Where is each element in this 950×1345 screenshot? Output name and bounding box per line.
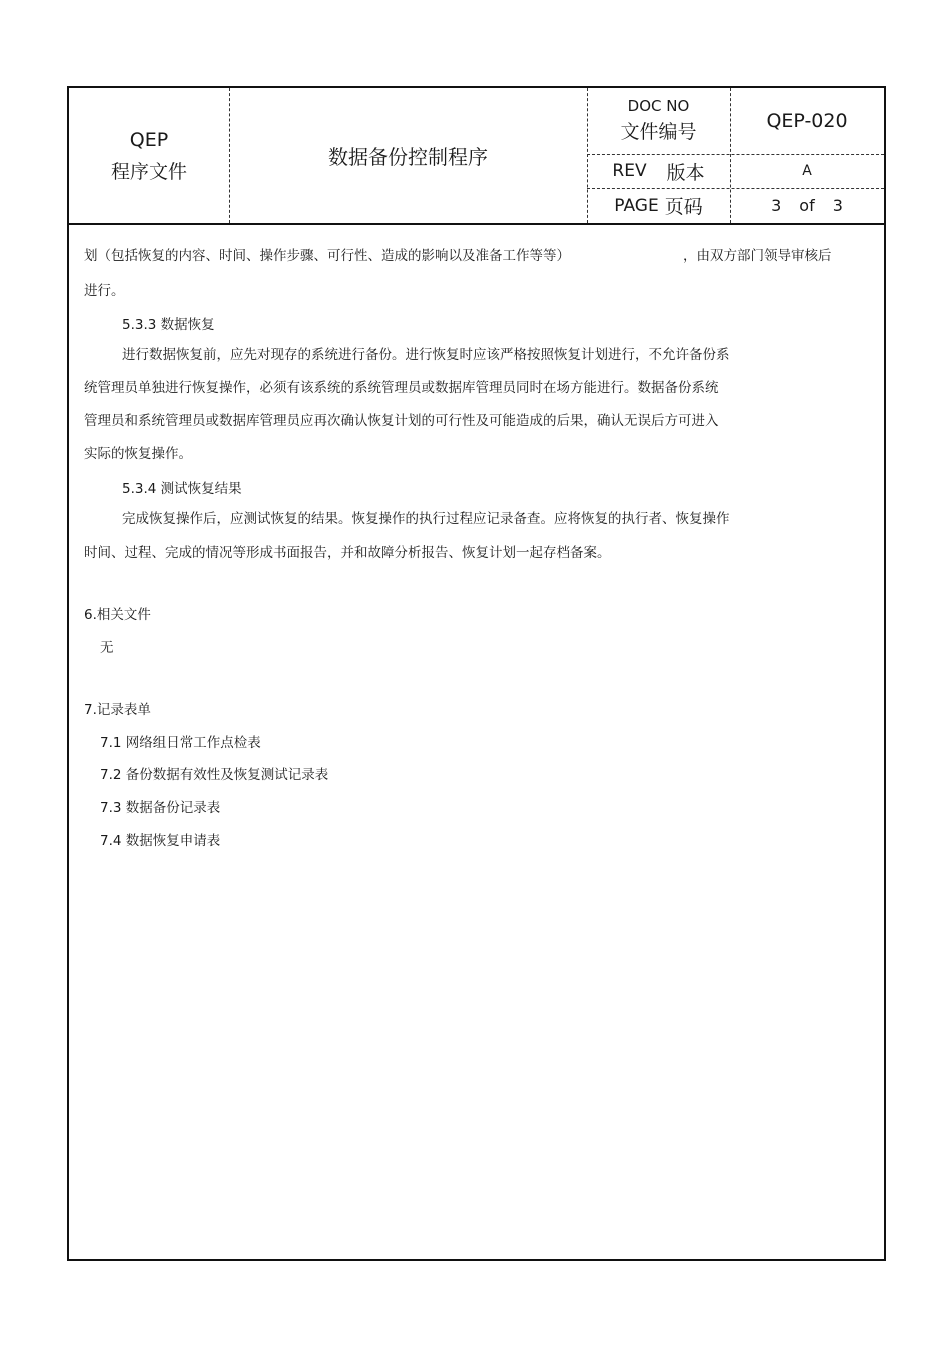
doc-no-label-en: DOC NO <box>627 97 690 115</box>
list-item: 7.2 备份数据有效性及恢复测试记录表 <box>100 767 329 783</box>
rev-value: A <box>802 163 812 179</box>
section-heading: 6.相关文件 <box>84 607 151 623</box>
paragraph-line: 进行。 <box>84 283 125 299</box>
doc-no-value: QEP-020 <box>766 110 848 132</box>
rev-label-cn: 版本 <box>666 161 705 184</box>
doc-no-label <box>587 88 730 154</box>
page-of: of <box>799 196 815 215</box>
page-label-cn: 页码 <box>664 196 703 218</box>
rev-label-en: REV <box>612 161 647 181</box>
document-header <box>69 88 884 225</box>
header-org-cell <box>69 88 229 223</box>
document-title: 数据备份控制程序 <box>328 145 488 169</box>
paragraph-line: 时间、过程、完成的情况等形成书面报告，并和故障分析报告、恢复计划一起存档备案。 <box>84 545 611 561</box>
section-heading: 5.3.4 测试恢复结果 <box>122 481 242 497</box>
section-heading: 7.记录表单 <box>84 702 151 718</box>
doc-type: 程序文件 <box>110 160 187 183</box>
paragraph-line: 完成恢复操作后，应测试恢复的结果。恢复操作的执行过程应记录备查。应将恢复的执行者、恢复操作 <box>122 511 730 527</box>
page-current: 3 <box>771 196 782 215</box>
doc-no-label-cn: 文件编号 <box>620 121 697 143</box>
list-item: 7.4 数据恢复申请表 <box>100 833 221 849</box>
paragraph-line: 无 <box>100 640 114 656</box>
paragraph-line: 统管理员单独进行恢复操作，必须有该系统的系统管理员或数据库管理员同时在场方能进行。数据备份系统 <box>84 380 719 396</box>
list-item: 7.1 网络组日常工作点检表 <box>100 735 261 751</box>
org-name: QEP <box>129 128 169 151</box>
rev-label <box>587 154 730 188</box>
page-number <box>730 188 884 223</box>
paragraph-line: 管理员和系统管理员或数据库管理员应再次确认恢复计划的可行性及可能造成的后果，确认无误后方可进入 <box>84 413 719 429</box>
paragraph-line: 实际的恢复操作。 <box>84 446 192 462</box>
page-label-en: PAGE <box>614 195 659 216</box>
paragraph-line: ，由双方部门领导审核后 <box>683 248 832 264</box>
page-label <box>587 188 730 223</box>
page-total: 3 <box>832 196 843 215</box>
paragraph-line: 划（包括恢复的内容、时间、操作步骤、可行性、造成的影响以及准备工作等等） <box>84 248 570 264</box>
section-heading: 5.3.3 数据恢复 <box>122 317 215 333</box>
paragraph-line: 进行数据恢复前，应先对现存的系统进行备份。进行恢复时应该严格按照恢复计划进行，不允许备份系 <box>122 347 730 363</box>
list-item: 7.3 数据备份记录表 <box>100 800 221 816</box>
